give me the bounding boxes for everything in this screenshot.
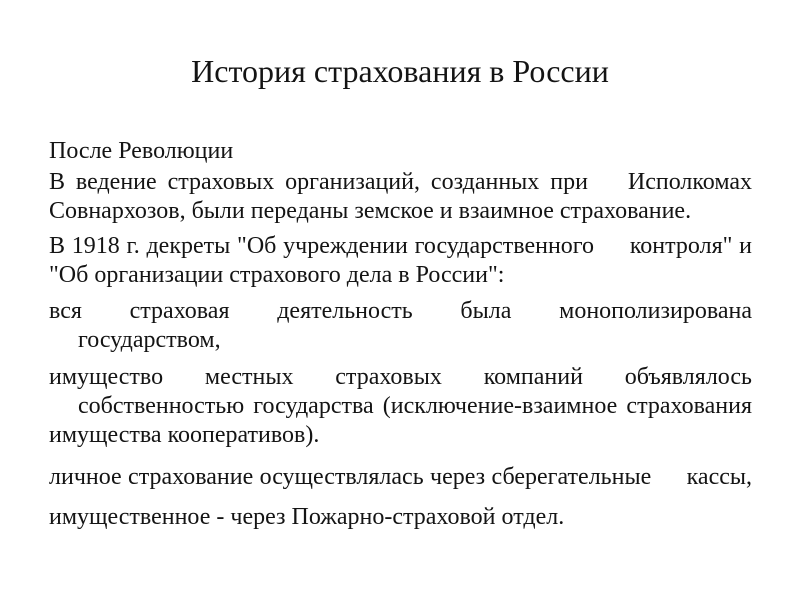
paragraph-first-line: личное страхование осуществлялась через сберегательные [49,464,652,490]
paragraph-continuation: кассы, имущественное - через Пожарно-страховой отдел. [49,464,753,530]
paragraph-text: После Революции [49,138,234,164]
paragraph-after-revolution [49,137,752,166]
paragraph-insurance-organizations [49,168,752,226]
paragraph-local-companies-property [49,363,752,450]
paragraph-first-line: В 1918 г. декреты "Об учреждении государственного [49,233,595,259]
paragraph-first-line: В ведение страховых организаций, созданных при [49,169,588,195]
paragraph-first-line: имущество местных страховых компаний объявлялось [49,364,752,390]
paragraph-continuation: собственностью государства (исключение-взаимное страхования имущества кооперативов). [49,393,752,448]
slide-body [49,137,752,537]
paragraph-personal-insurance [49,457,752,537]
paragraph-continuation: государством, [78,327,221,353]
paragraph-continuation: контроля" и "Об организации страхового дела в России": [49,233,753,288]
paragraph-monopolization [49,297,752,355]
paragraph-continuation: Исполкомах Совнархозов, были переданы земское и взаимное страхование. [49,169,753,224]
slide-title: История страхования в России [191,53,609,89]
paragraph-first-line: вся страховая деятельность была монополизирована [49,298,752,324]
paragraph-1918-decrees [49,232,752,290]
